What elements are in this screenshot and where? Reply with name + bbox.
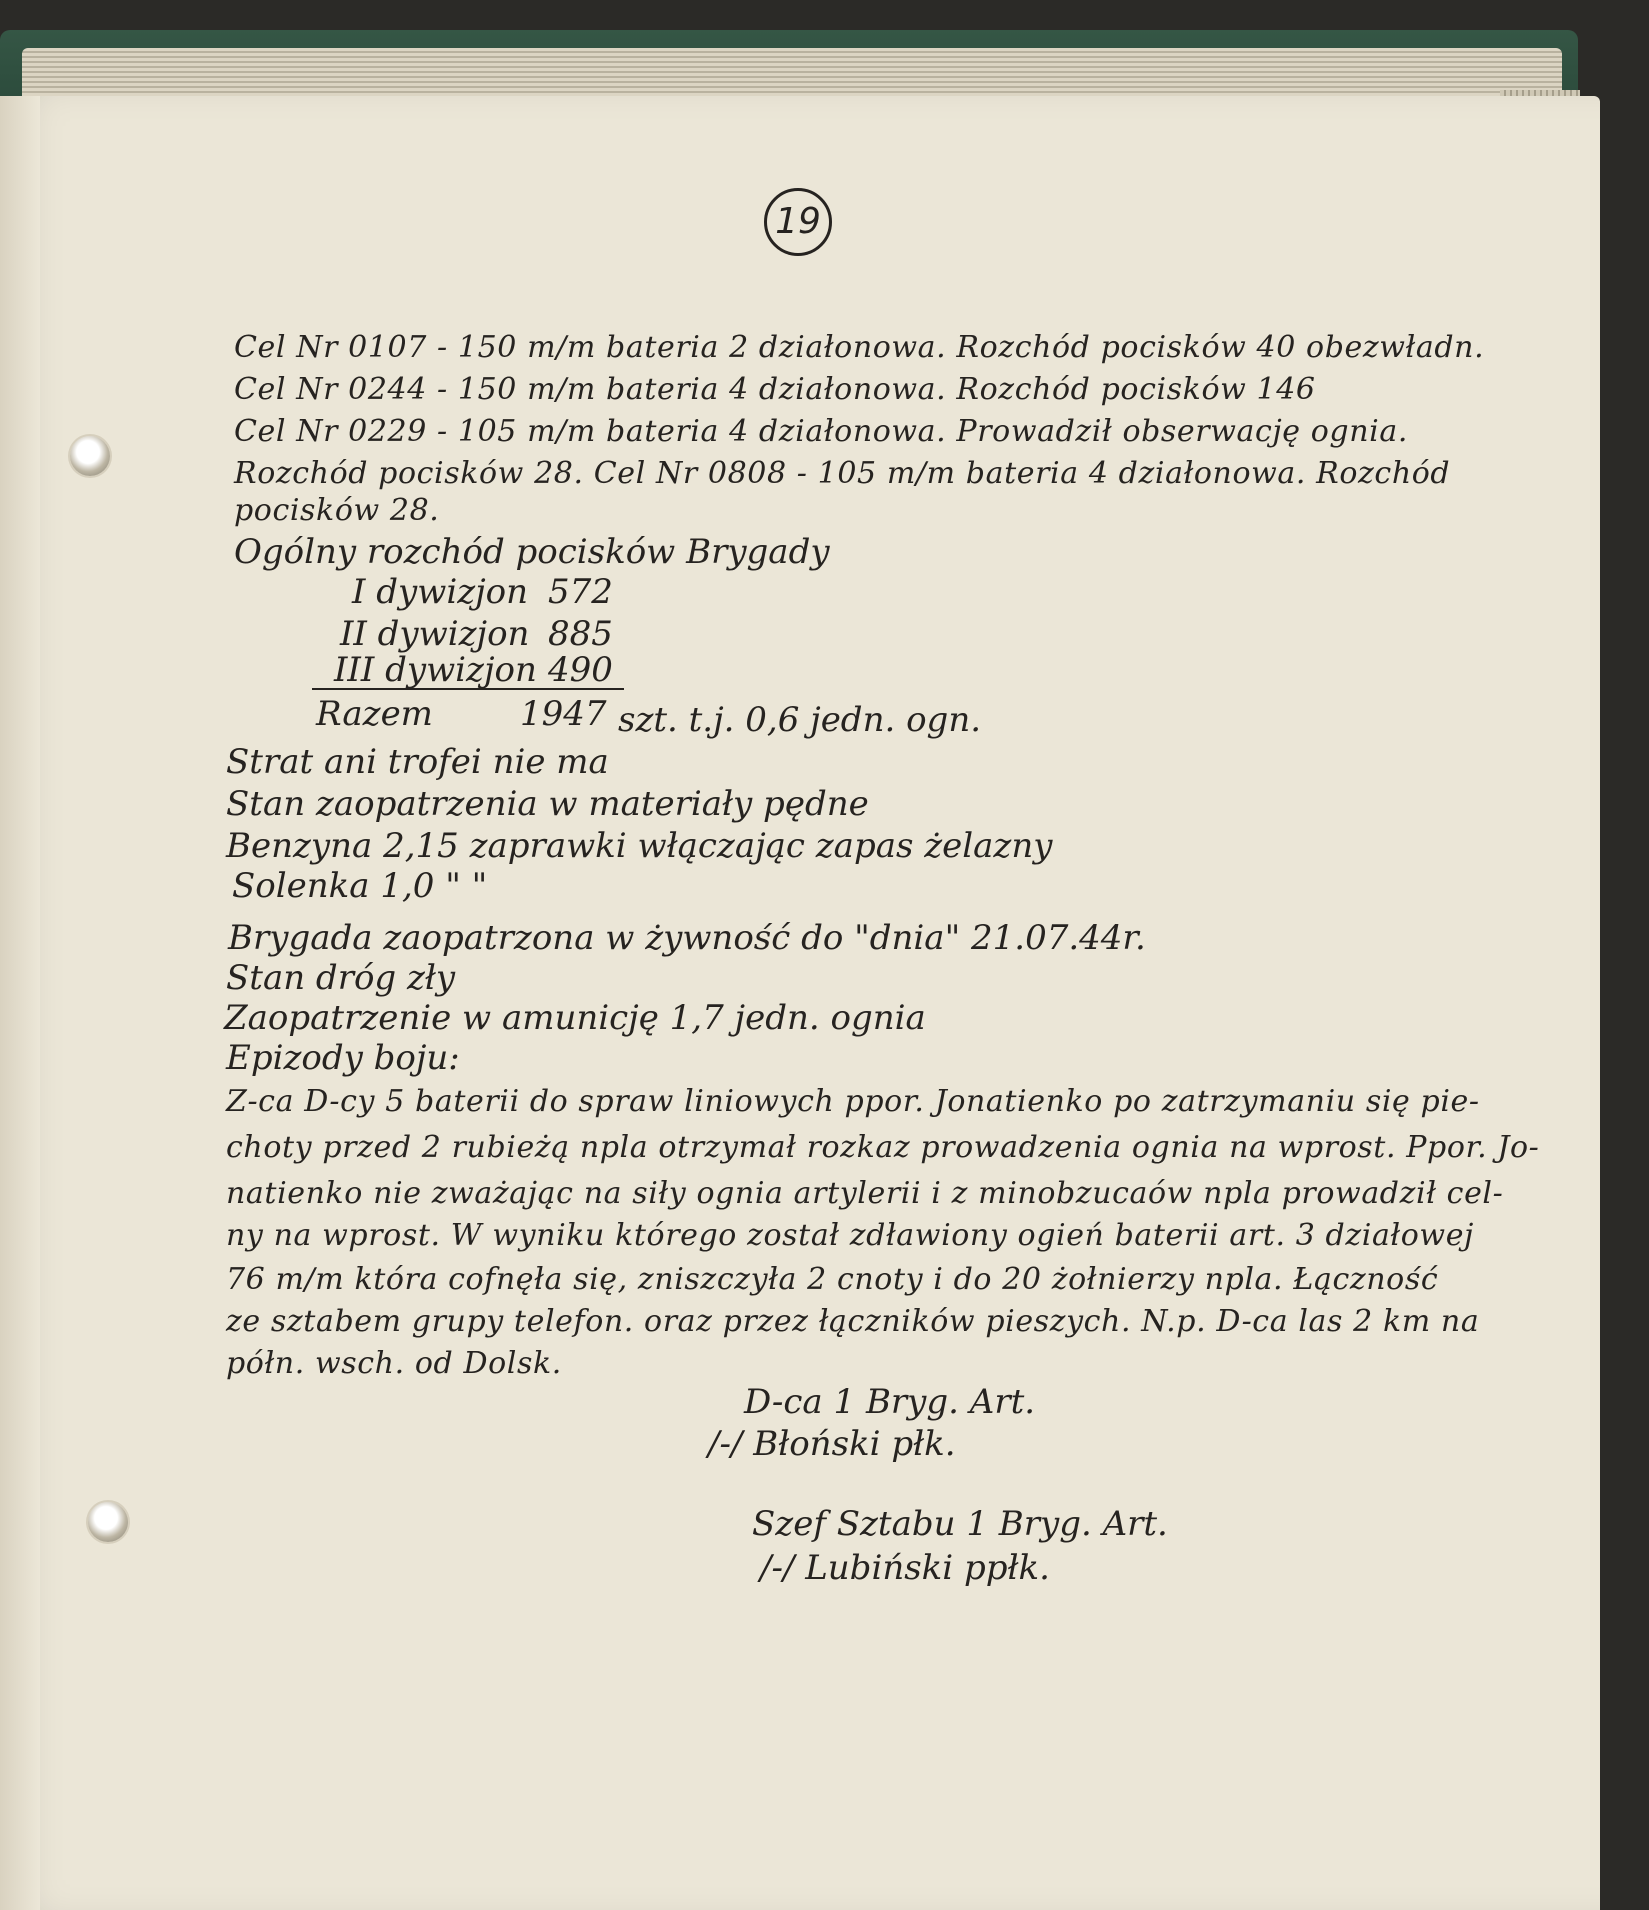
episode-line: ny na wprost. W wyniku którego został zdławiony ogień baterii art. 3 działowej (226, 1218, 1474, 1253)
ammo-row-label: III dywizjon (334, 650, 537, 690)
episode-line: 76 m/m która cofnęła się, zniszczyła 2 cnoty i do 20 żołnierzy npla. Łączność (226, 1262, 1439, 1297)
ammo-row-label: II dywizjon (340, 614, 530, 654)
report-line: Cel Nr 0229 - 105 m/m bateria 4 działonowa. Prowadził obserwację ognia. (234, 414, 1408, 449)
punch-hole-icon (88, 1502, 128, 1542)
episode-line: natienko nie zważając na siły ognia artylerii i z minobzucaów npla prowadził cel- (226, 1176, 1504, 1211)
ammo-total-suffix: szt. t.j. 0,6 jedn. ogn. (618, 700, 982, 740)
report-line: Cel Nr 0244 - 150 m/m bateria 4 działonowa. Rozchód pocisków 146 (234, 372, 1316, 407)
status-line: Solenka 1,0 " " (232, 866, 488, 906)
episode-line: choty przed 2 rubieżą npla otrzymał rozkaz prowadzenia ognia na wprost. Ppor. Jo- (226, 1130, 1540, 1165)
episode-line: ze sztabem grupy telefon. oraz przez łączników pieszych. N.p. D-ca las 2 km na (226, 1304, 1480, 1339)
status-line: Stan dróg zły (226, 958, 456, 998)
report-line: pocisków 28. (234, 493, 440, 528)
ammo-row-value: 490 (548, 650, 613, 690)
page-binding (0, 96, 40, 1910)
punch-hole-icon (70, 436, 110, 476)
status-line: Zaopatrzenie w amunicję 1,7 jedn. ognia (224, 998, 926, 1038)
episode-line: Z-ca D-cy 5 baterii do spraw liniowych ppor. Jonatienko po zatrzymaniu się pie- (226, 1084, 1480, 1119)
sum-rule (312, 688, 624, 690)
episode-line: półn. wsch. od Dolsk. (226, 1346, 562, 1381)
signature-title: Szef Sztabu 1 Bryg. Art. (752, 1504, 1168, 1544)
signature-name: /-/ Lubiński ppłk. (760, 1548, 1050, 1588)
status-line: Stan zaopatrzenia w materiały pędne (226, 784, 869, 824)
report-line: Cel Nr 0107 - 150 m/m bateria 2 działonowa. Rozchód pocisków 40 obezwładn. (234, 330, 1485, 365)
status-line: Strat ani trofei nie ma (226, 742, 609, 782)
ammo-total-value: 1947 (520, 694, 607, 734)
status-line: Benzyna 2,15 zaprawki włączając zapas żelazny (226, 826, 1053, 866)
ammo-row-value: 572 (548, 572, 613, 612)
signature-title: D-ca 1 Bryg. Art. (744, 1382, 1036, 1422)
ammo-summary-heading: Ogólny rozchód pocisków Brygady (234, 532, 830, 572)
ammo-total-label: Razem (316, 694, 433, 734)
report-line: Rozchód pocisków 28. Cel Nr 0808 - 105 m/m bateria 4 działonowa. Rozchód (234, 456, 1451, 491)
page-number: 19 (764, 188, 832, 256)
status-line: Brygada zaopatrzona w żywność do "dnia" 21.07.44r. (228, 918, 1146, 958)
ammo-row-value: 885 (548, 614, 613, 654)
ammo-row-label: I dywizjon (352, 572, 529, 612)
episodes-heading: Epizody boju: (226, 1038, 460, 1078)
signature-name: /-/ Błoński płk. (708, 1424, 956, 1464)
